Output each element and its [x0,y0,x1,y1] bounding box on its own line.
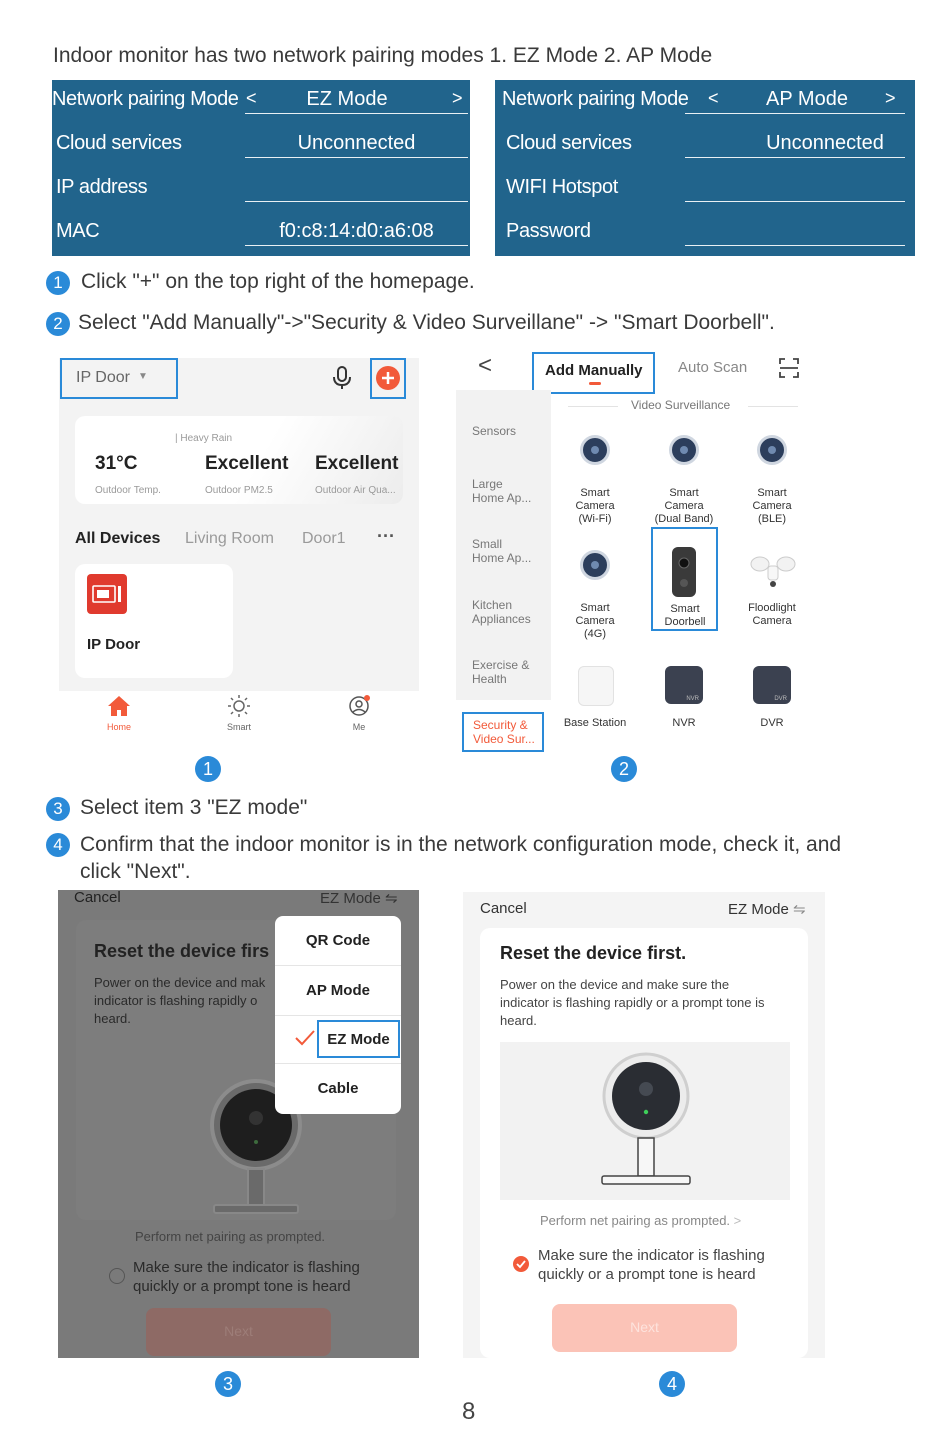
ap-mode-next-arrow[interactable]: > [885,88,896,108]
reset-card [480,928,808,1358]
profile-icon [347,695,371,717]
device-smart-camera-4g[interactable]: Smart Camera (4G) [575,602,615,640]
tab-add-manually[interactable] [532,352,655,394]
reset-title: Reset the device firs [94,941,270,961]
tab-all-devices[interactable]: All Devices [75,530,161,547]
camera-illustration [590,1044,702,1196]
ez-mode-table [52,80,470,256]
device-smart-camera-ble[interactable]: Smart Camera (BLE) [752,487,792,525]
step-4-text: Confirm that the indoor monitor is in the network configuration mode, check it, and click "Next". [80,833,842,883]
nav-smart[interactable] [209,695,269,732]
ap-row-mode-value: AP Mode [766,88,848,110]
step-1 [46,269,475,295]
camera-icon [580,550,610,580]
tab-add-manually-label: Add Manually [545,362,643,379]
confirm-text: Make sure the indicator is flashing quickly or a prompt tone is heard [538,1247,765,1283]
home-icon [107,695,131,717]
bottom-nav [59,691,419,740]
ez-row-mode-label: Network pairing Mode [52,88,239,110]
plus-icon [376,366,400,390]
microphone-icon[interactable] [332,366,352,390]
camera-icon [669,435,699,465]
camera-icon [580,435,610,465]
step-4 [46,831,846,885]
device-smart-doorbell[interactable] [651,527,718,631]
air-quality-value: Excellent [315,453,399,474]
pairing-prompt[interactable]: Perform net pairing as prompted. [135,1229,326,1244]
ap-row-mode-label: Network pairing Mode [502,88,689,110]
ez-row-mac-label: MAC [56,220,100,242]
menu-item-ez-mode-label: EZ Mode [327,1031,390,1048]
menu-item-qr-code[interactable]: QR Code [305,932,371,949]
figure-badge-2: 2 [611,756,637,782]
nvr-icon [665,666,703,704]
nav-me-label: Me [352,722,366,732]
dvr-tag: DVR [774,696,787,702]
tab-door1[interactable]: Door1 [302,530,346,547]
figure-badge-4: 4 [659,1371,685,1397]
device-base-station[interactable]: Base Station [563,717,627,729]
ap-mode-prev-arrow[interactable]: < [708,88,719,108]
doorbell-icon [672,547,696,597]
category-small-home[interactable]: Small Home Ap... [472,537,532,565]
weather-condition: | Heavy Rain [175,433,233,444]
screen-reset-device [463,892,825,1358]
home-selector[interactable] [60,358,178,399]
next-button-label: Next [224,1323,253,1339]
ap-row-cloud-label: Cloud services [506,132,632,154]
nav-home[interactable] [89,695,149,732]
category-security[interactable] [462,712,544,752]
confirm-checkbox[interactable] [109,1268,125,1284]
step-2-number: 2 [46,312,70,336]
dvr-icon [753,666,791,704]
mode-selector[interactable]: EZ Mode ⇋ [728,901,806,918]
back-icon[interactable]: < [478,352,493,379]
mode-dropdown-menu [275,916,401,1114]
next-button[interactable] [552,1304,737,1352]
menu-item-ez-mode[interactable] [317,1020,400,1058]
sun-icon [227,695,251,717]
category-sensors[interactable]: Sensors [472,424,517,438]
reset-description: Power on the device and make sure the indicator is flashing rapidly or a prompt tone is heard. [500,977,765,1028]
device-smart-camera-dual[interactable]: Smart Camera (Dual Band) [654,487,714,525]
pairing-prompt[interactable]: Perform net pairing as prompted. > [540,1213,742,1228]
ap-row-cloud-value: Unconnected [766,132,884,154]
cancel-link[interactable]: Cancel [480,900,527,917]
ap-row-hotspot-label: WIFI Hotspot [506,176,618,198]
nav-home-label: Home [106,722,131,732]
step-2-text: Select "Add Manually"->"Security & Video Surveillane" -> "Smart Doorbell". [78,311,775,334]
ez-row-cloud-label: Cloud services [56,132,182,154]
ap-row-password-label: Password [506,220,591,242]
weather-card [75,416,403,504]
next-button-disabled[interactable] [146,1308,331,1356]
mode-selector[interactable]: EZ Mode ⇋ [320,890,398,907]
category-exercise[interactable]: Exercise & Health [472,658,530,686]
menu-item-cable[interactable]: Cable [317,1080,359,1097]
pm25-value: Excellent [205,453,289,474]
page-number: 8 [462,1398,476,1425]
floodlight-icon [750,554,796,590]
reset-title: Reset the device first. [500,943,687,963]
air-quality-label: Outdoor Air Qua... [315,485,396,496]
ez-mode-next-arrow[interactable]: > [452,88,463,108]
device-smart-doorbell-label: Smart Doorbell [664,603,706,628]
step-3-text: Select item 3 "EZ mode" [80,796,308,819]
scan-icon[interactable] [779,358,799,378]
confirm-text: Make sure the indicator is flashing quickly or a prompt tone is heard [133,1259,360,1295]
checkmark-icon [295,1030,315,1046]
camera-icon [757,435,787,465]
category-kitchen[interactable]: Kitchen Appliances [472,598,531,626]
device-nvr[interactable]: NVR [672,717,696,729]
outdoor-temp-label: Outdoor Temp. [95,485,161,496]
camera-illustration-frame [500,1042,790,1200]
ap-mode-table [495,80,915,256]
step-2 [46,310,775,336]
intercom-device-icon [87,574,127,614]
section-title: Video Surveillance [631,398,731,412]
figure-badge-3: 3 [215,1371,241,1397]
device-name: IP Door [87,636,141,653]
add-button[interactable] [370,358,406,399]
step-1-number: 1 [46,271,70,295]
reset-description: Power on the device and mak indicator is flashing rapidly o heard. [94,975,266,1026]
device-floodlight-camera[interactable]: Floodlight Camera [748,602,796,627]
category-security-label: Security & Video Sur... [473,718,535,746]
nvr-tag: NVR [686,696,699,702]
step-3-number: 3 [46,797,70,821]
cancel-link[interactable]: Cancel [74,890,121,906]
tab-living-room[interactable]: Living Room [185,530,274,547]
step-1-text: Click "+" on the top right of the homepage. [81,270,475,293]
ez-row-ip-label: IP address [56,176,148,198]
confirm-checkbox-checked[interactable] [513,1256,529,1272]
intro-text: Indoor monitor has two network pairing modes 1. EZ Mode 2. AP Mode [53,44,713,67]
step-4-number: 4 [46,833,70,857]
ez-row-cloud-value: Unconnected [297,132,416,154]
caret-down-icon: ▼ [138,371,148,382]
figure-badge-1: 1 [195,756,221,782]
step-3 [46,795,307,821]
pm25-label: Outdoor PM2.5 [205,485,273,496]
screen-home [59,358,419,740]
outdoor-temp-value: 31°C [95,453,138,474]
device-smart-camera-wifi[interactable]: Smart Camera (Wi-Fi) [575,487,615,525]
device-dvr[interactable]: DVR [760,717,784,729]
category-sidebar [456,390,551,700]
nav-me[interactable] [329,695,389,732]
home-name: IP Door [76,369,130,386]
base-station-icon [578,666,614,706]
screen-add-device [456,350,808,760]
ez-row-mac-value: f0:c8:14:d0:a6:08 [279,220,434,242]
tab-auto-scan[interactable]: Auto Scan [678,359,748,376]
nav-smart-label: Smart [226,722,251,732]
next-button-label: Next [630,1319,659,1335]
menu-item-ap-mode[interactable]: AP Mode [306,982,370,999]
category-large-home[interactable]: Large Home Ap... [472,477,532,505]
ez-mode-prev-arrow[interactable]: < [246,88,257,108]
screen-mode-menu [58,890,419,1358]
active-tab-indicator [589,382,601,385]
ez-row-mode-value: EZ Mode [306,88,388,110]
device-card-ip-door[interactable] [75,564,233,678]
more-tabs-icon[interactable]: ··· [377,526,395,546]
